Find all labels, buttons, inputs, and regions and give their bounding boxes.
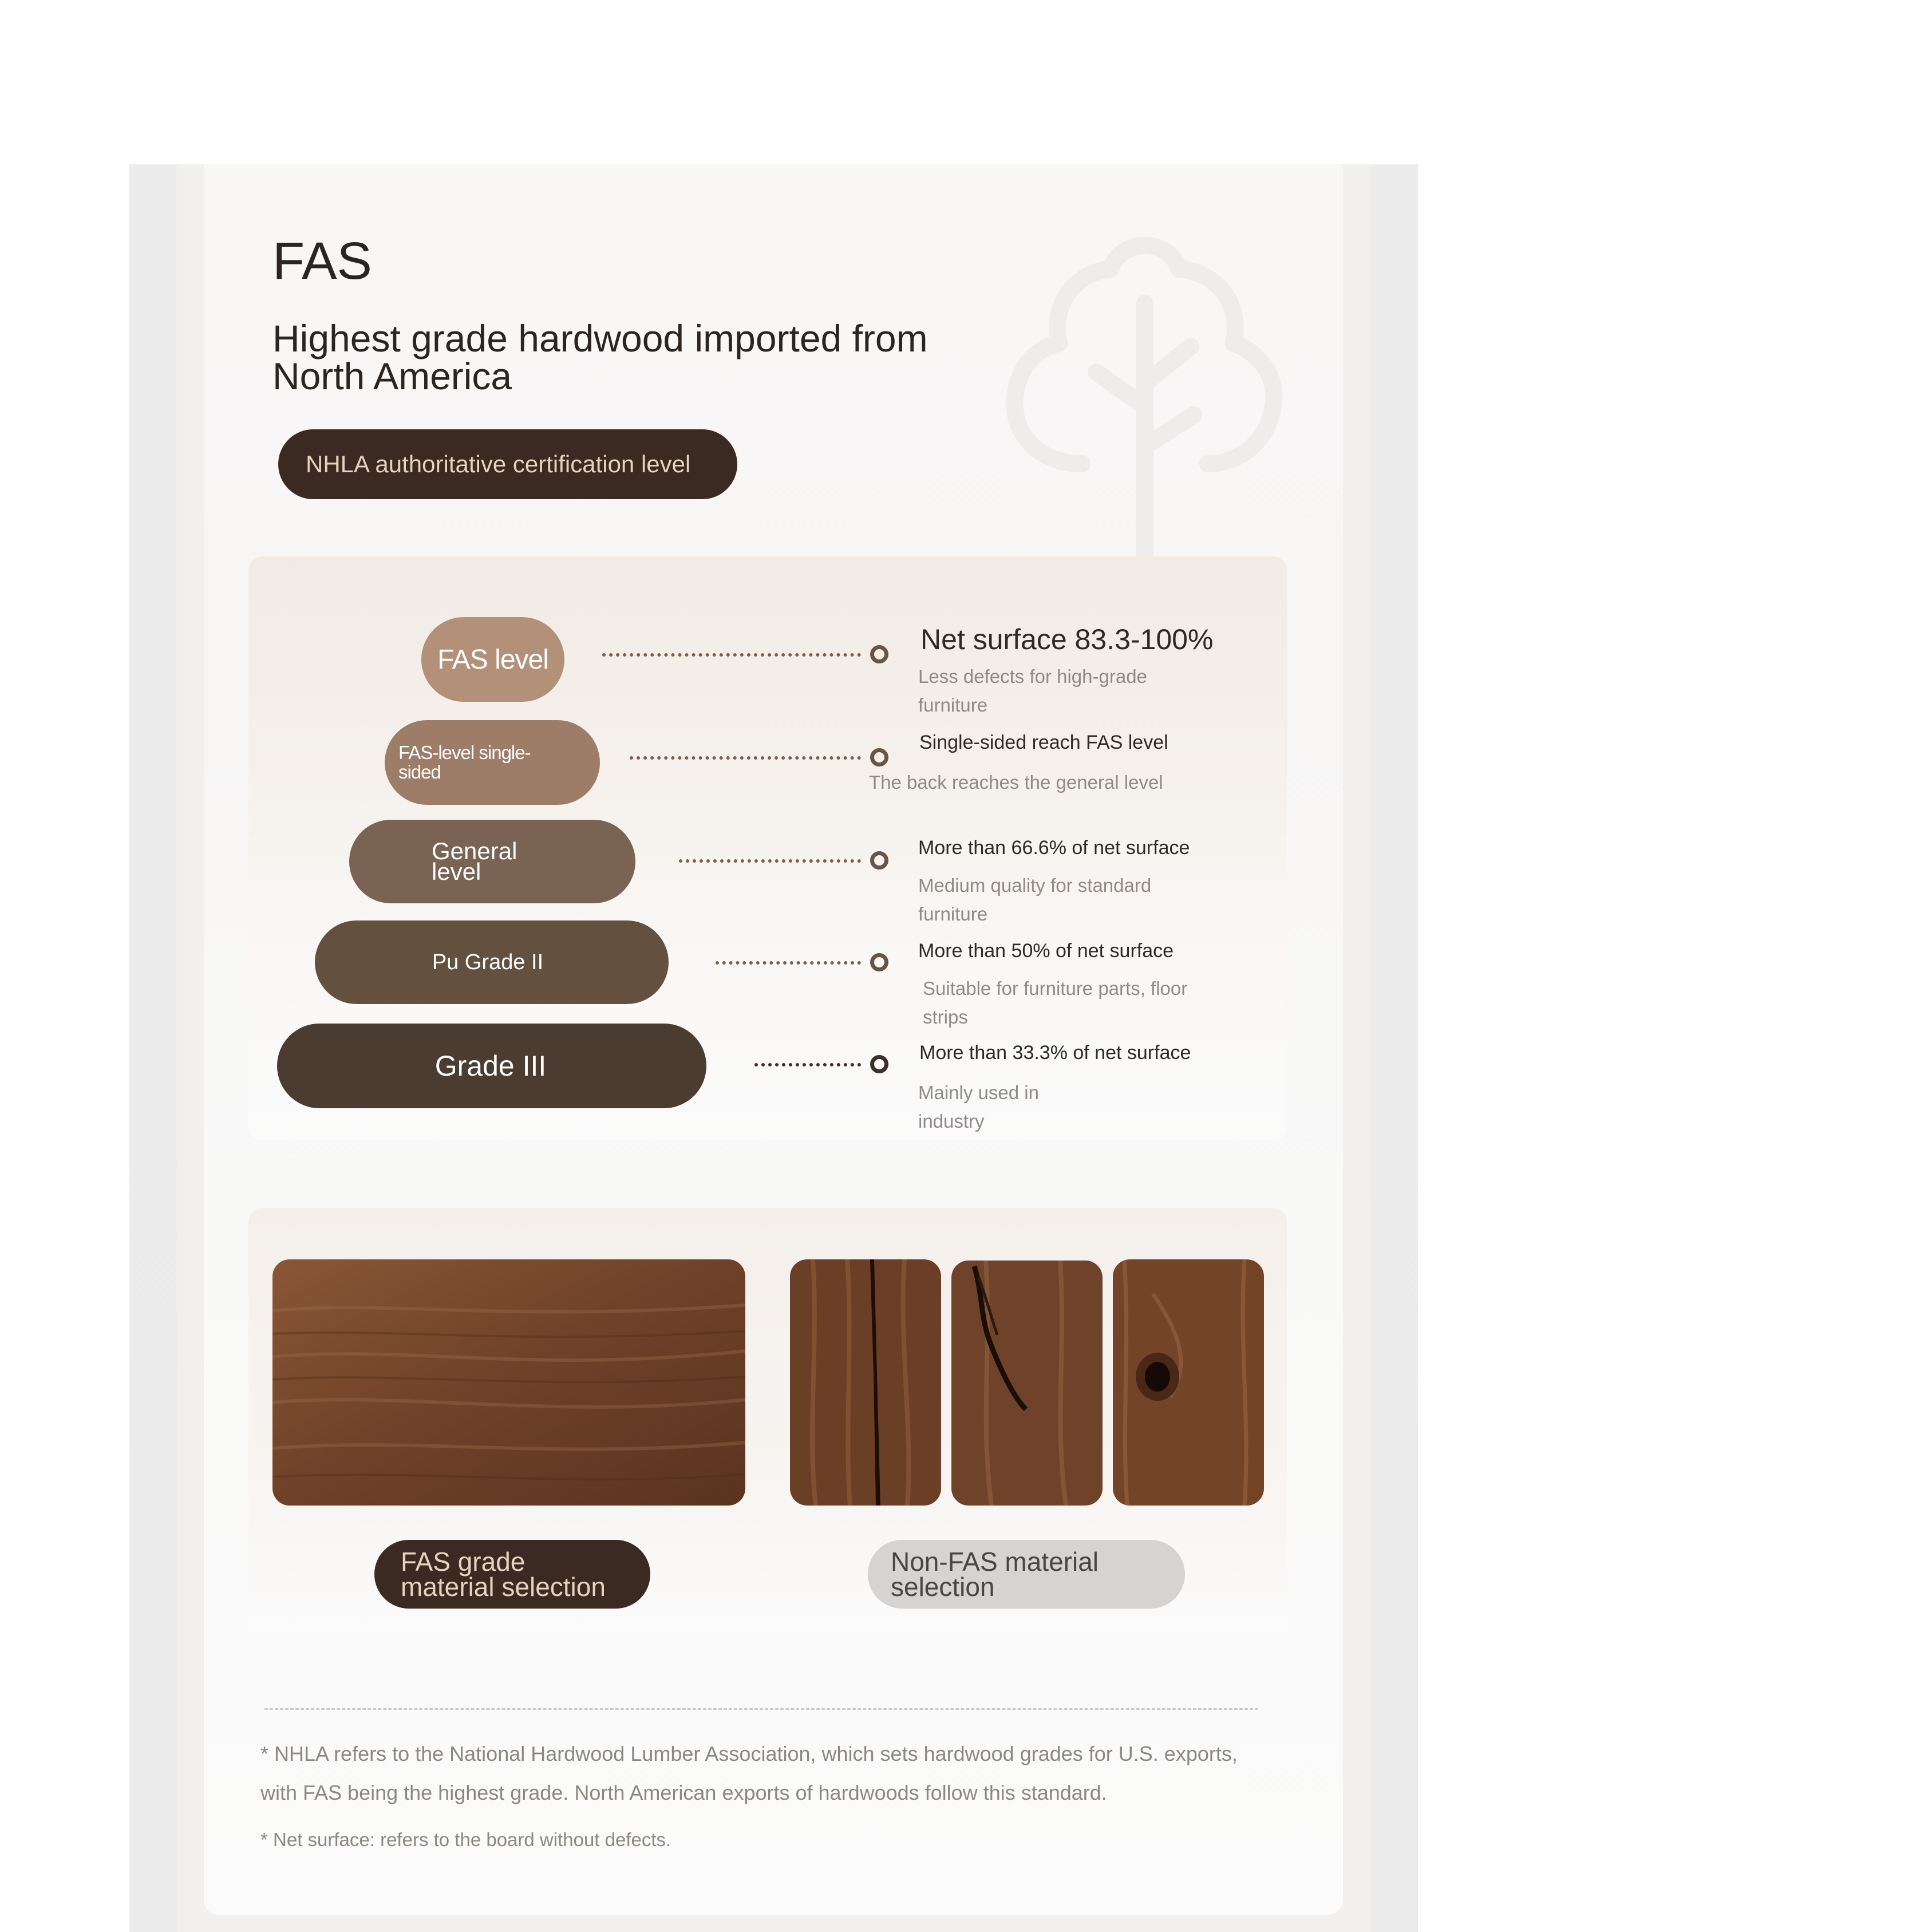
section-divider bbox=[264, 1708, 1258, 1710]
non-fas-selection-label-line: Non-FAS material bbox=[891, 1547, 1099, 1577]
grade-desc-sub-line: industry bbox=[918, 1111, 985, 1132]
ring-icon bbox=[870, 851, 888, 870]
grade-pill-fas-single-sided bbox=[385, 720, 600, 805]
grade-desc-sub bbox=[869, 768, 1163, 797]
grade-desc-sub-line: strips bbox=[923, 1006, 968, 1028]
non-fas-selection-label-line: selection bbox=[891, 1572, 995, 1602]
subtitle-line-1: Highest grade hardwood imported from bbox=[272, 317, 928, 359]
grade-desc-main: More than 50% of net surface bbox=[918, 940, 1174, 962]
page-title: FAS bbox=[272, 232, 372, 290]
fas-selection-label-line: FAS grade bbox=[401, 1547, 526, 1577]
grade-pill-label: Pu Grade II bbox=[432, 950, 544, 974]
grade-desc-sub-line: furniture bbox=[918, 694, 988, 716]
connector-dots bbox=[716, 961, 861, 965]
grade-desc-sub-line: Suitable for furniture parts, floor bbox=[923, 978, 1188, 999]
certification-badge: NHLA authoritative certification level bbox=[278, 429, 737, 499]
grade-pill-label bbox=[398, 743, 531, 782]
grade-desc-main: More than 33.3% of net surface bbox=[919, 1042, 1191, 1064]
footnote-net-surface: * Net surface: refers to the board without defects. bbox=[260, 1829, 671, 1850]
grade-desc-sub bbox=[918, 871, 1151, 929]
grade-desc-sub-line: Medium quality for standard bbox=[918, 875, 1152, 896]
grade-desc-sub-line: The back reaches the general level bbox=[869, 772, 1163, 793]
subtitle-line-2: North America bbox=[272, 355, 512, 397]
connector-dots bbox=[679, 859, 861, 863]
grade-desc-sub-line: Mainly used in bbox=[918, 1082, 1039, 1103]
connector-dots bbox=[602, 653, 861, 657]
grade-desc-sub bbox=[918, 662, 1147, 720]
ring-icon bbox=[870, 953, 888, 971]
grade-pill-label: FAS level bbox=[437, 644, 548, 675]
grade-desc-main: Net surface 83.3-100% bbox=[920, 623, 1214, 655]
ring-icon bbox=[870, 748, 888, 767]
footnote-line: with FAS being the highest grade. North American exports of hardwoods follow this standard. bbox=[260, 1781, 1107, 1804]
grade-pill-label-line: General bbox=[432, 837, 517, 864]
grade-desc-main: Single-sided reach FAS level bbox=[919, 732, 1168, 753]
tree-icon bbox=[996, 218, 1294, 572]
grade-pill-label: Grade III bbox=[434, 1050, 547, 1082]
non-fas-board-knot-streak-image bbox=[951, 1261, 1103, 1506]
grade-pill-fas bbox=[421, 617, 564, 702]
grade-pill-pu-grade-ii bbox=[315, 920, 669, 1004]
grade-desc-sub bbox=[923, 974, 1187, 1032]
footnote-line: * NHLA refers to the National Hardwood Lumber Association, which sets hardwood grades for U.S. exports, bbox=[260, 1742, 1238, 1765]
fas-selection-label-line: material selection bbox=[401, 1572, 606, 1602]
grade-pill-general bbox=[349, 820, 635, 903]
grade-pill-grade-iii bbox=[277, 1024, 706, 1108]
grade-desc-sub-line: furniture bbox=[918, 903, 988, 924]
page-subtitle bbox=[272, 319, 1017, 395]
grade-desc-sub-line: Less defects for high-grade bbox=[918, 666, 1147, 687]
grade-pill-label-line: sided bbox=[398, 761, 441, 783]
grade-pill-label-line: FAS-level single- bbox=[398, 742, 531, 763]
grade-pill-label-line: level bbox=[432, 858, 481, 885]
non-fas-selection-label bbox=[868, 1540, 1185, 1609]
ring-icon bbox=[870, 645, 888, 663]
fas-selection-label bbox=[374, 1540, 650, 1609]
connector-dots bbox=[630, 756, 861, 760]
non-fas-board-knot-image bbox=[1113, 1259, 1264, 1506]
connector-dots bbox=[754, 1063, 861, 1066]
fas-wood-board-image bbox=[272, 1259, 745, 1506]
grade-pill-label bbox=[432, 837, 517, 885]
non-fas-board-crack-image bbox=[790, 1259, 941, 1506]
grade-desc-sub bbox=[918, 1078, 1039, 1136]
footnote-nhla bbox=[260, 1735, 1238, 1812]
grade-desc-main: More than 66.6% of net surface bbox=[918, 837, 1190, 859]
ring-icon bbox=[870, 1055, 888, 1073]
